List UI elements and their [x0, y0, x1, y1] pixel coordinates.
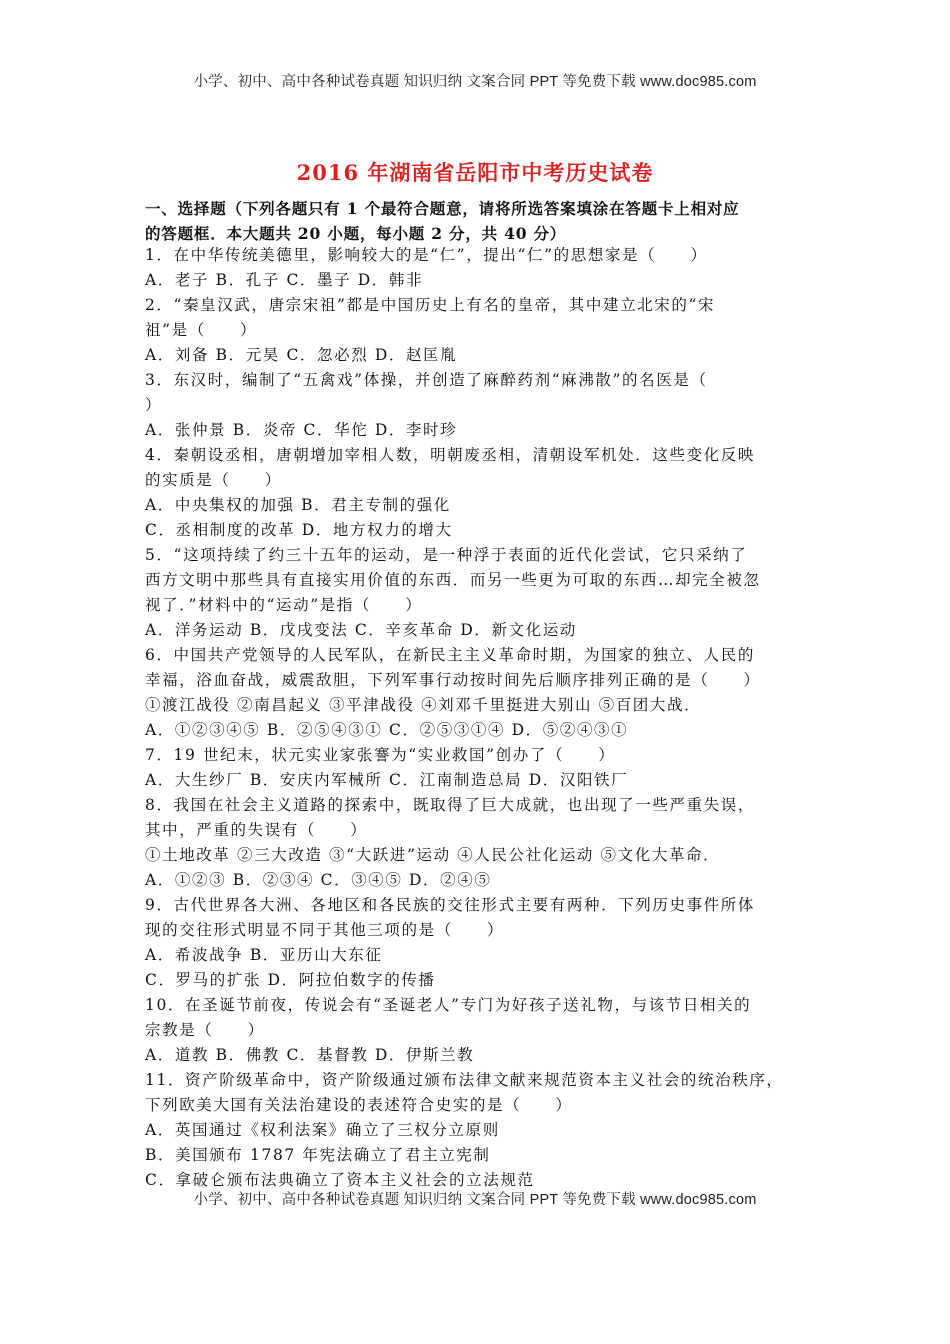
- question-2-options: A．刘备 B．元昊 C．忽必烈 D．赵匡胤: [145, 346, 458, 364]
- question-7-stem: 7．19 世纪末，状元实业家张謇为“实业救国”创办了（ ）: [145, 746, 616, 764]
- question-11-stem: 11．资产阶级革命中，资产阶级通过颁布法律文献来规范资本主义社会的统治秩序，: [145, 1071, 784, 1089]
- question-11-option-b: B．美国颁布 1787 年宪法确立了君主立宪制: [145, 1146, 491, 1164]
- question-8-stem: 8．我国在社会主义道路的探索中，既取得了巨大成就，也出现了一些严重失误，: [145, 796, 755, 814]
- footer-banner: 小学、初中、高中各种试卷真题 知识归纳 文案合同 PPT 等免费下载 www.doc985.com: [193, 1192, 757, 1208]
- question-5-stem: 西方文明中那些具有直接实用价值的东西．而另一些更为可取的东西…却完全被忽: [145, 571, 761, 589]
- question-10-options: A．道教 B．佛教 C．基督教 D．伊斯兰教: [145, 1046, 475, 1064]
- question-1-options: A．老子 B．孔子 C．墨子 D．韩非: [145, 271, 424, 289]
- section-heading: [145, 196, 815, 246]
- question-8-options: A．①②③ B．②③④ C．③④⑤ D．②④⑤: [145, 871, 492, 889]
- question-11-stem: 下列欧美大国有关法治建设的表述符合史实的是（ ）: [145, 1096, 573, 1114]
- question-7-options: A．大生纱厂 B．安庆内军械所 C．江南制造总局 D．汉阳铁厂: [145, 771, 629, 789]
- question-11-option-c: C．拿破仑颁布法典确立了资本主义社会的立法规范: [145, 1171, 535, 1189]
- document-title: 2016 年湖南省岳阳市中考历史试卷: [296, 160, 654, 185]
- section-heading-line: 的答题框．本大题共 20 小题，每小题 2 分，共 40 分）: [145, 224, 567, 243]
- question-8-items: ①土地改革 ②三大改造 ③“大跃进”运动 ④人民公社化运动 ⑤文化大革命．: [145, 846, 721, 864]
- question-4-options: A．中央集权的加强 B．君主专制的强化: [145, 496, 451, 514]
- question-1-stem: 1．在中华传统美德里，影响较大的是“仁”，提出“仁”的思想家是（ ）: [145, 246, 708, 264]
- question-9-options: C．罗马的扩张 D．阿拉伯数字的传播: [145, 971, 436, 989]
- question-9-stem: 现的交往形式明显不同于其他三项的是（ ）: [145, 921, 505, 939]
- question-6-stem: 6．中国共产党领导的人民军队，在新民主主义革命时期，为国家的独立、人民的: [145, 646, 755, 664]
- question-6-options: A．①②③④⑤ B．②⑤④③① C．②⑤③①④ D．⑤②④③①: [145, 721, 629, 739]
- question-3-stem: 3．东汉时，编制了“五禽戏”体操，并创造了麻醉药剂“麻沸散”的名医是（: [145, 371, 708, 389]
- question-4-stem: 4．秦朝设丞相，唐朝增加宰相人数，明朝废丞相，清朝设军机处．这些变化反映: [145, 446, 755, 464]
- question-6-stem: 幸福，浴血奋战，威震敌胆，下列军事行动按时间先后顺序排列正确的是（ ）: [145, 671, 761, 689]
- question-10-stem: 宗教是（ ）: [145, 1021, 265, 1039]
- question-6-items: ①渡江战役 ②南昌起义 ③平津战役 ④刘邓千里挺进大别山 ⑤百团大战．: [145, 696, 702, 714]
- question-4-stem: 的实质是（ ）: [145, 471, 282, 489]
- question-5-options: A．洋务运动 B．戊戌变法 C．辛亥革命 D．新文化运动: [145, 621, 577, 639]
- question-8-stem: 其中，严重的失误有（ ）: [145, 821, 368, 839]
- question-9-options: A．希波战争 B．亚历山大东征: [145, 946, 383, 964]
- question-3-stem: ）: [145, 396, 163, 414]
- question-4-options: C．丞相制度的改革 D．地方权力的增大: [145, 521, 453, 539]
- question-10-stem: 10．在圣诞节前夜，传说会有“圣诞老人”专门为好孩子送礼物，与该节日相关的: [145, 996, 752, 1014]
- header-banner: 小学、初中、高中各种试卷真题 知识归纳 文案合同 PPT 等免费下载 www.doc985.com: [193, 74, 757, 90]
- question-9-stem: 9．古代世界各大洲、各地区和各民族的交往形式主要有两种．下列历史事件所体: [145, 896, 755, 914]
- question-list: [145, 243, 817, 1193]
- question-5-stem: 视了．”材料中的“运动”是指（ ）: [145, 596, 423, 614]
- question-5-stem: 5．“这项持续了约三十五年的运动，是一种浮于表面的近代化尝试，它只采纳了: [145, 546, 748, 564]
- question-11-option-a: A．英国通过《权利法案》确立了三权分立原则: [145, 1121, 500, 1139]
- section-heading-line: 一、选择题（下列各题只有 1 个最符合题意，请将所选答案填涂在答题卡上相对应: [145, 199, 740, 218]
- question-3-options: A．张仲景 B．炎帝 C．华佗 D．李时珍: [145, 421, 458, 439]
- question-2-stem: 祖”是（ ）: [145, 321, 258, 339]
- question-2-stem: 2．“秦皇汉武，唐宗宋祖”都是中国历史上有名的皇帝，其中建立北宋的“宋: [145, 296, 716, 314]
